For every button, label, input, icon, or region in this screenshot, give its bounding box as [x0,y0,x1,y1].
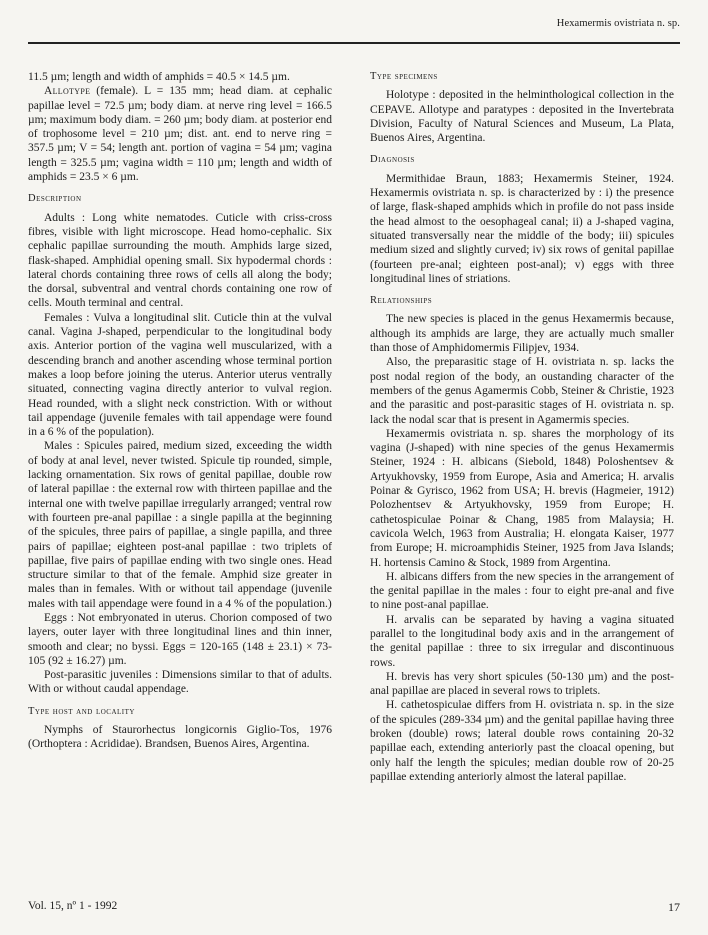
allotype-paragraph [28,84,332,184]
measurements-continued: 11.5 µm; length and width of amphids = 40.5 × 14.5 µm. [28,71,290,83]
relationships-paragraph-3: Hexamermis ovistriata n. sp. shares the morphology of its vagina (J-shaped) with nine species of the genus Hexamermis Steiner, 1924 : H. albicans (Siebold, 1848) Poloshentsev & Artyukhovsky, 1959 from Europe, Asia and America; H. arvalis Poinar & Gyrisco, 1962 from USA; H. brevis (Hagmeier, 1912) Polozhentsev & Artyukhovsky, 1959 from Europe; H. cathetospiculae Poinar & Chang, 1985 from Malaysia; H. cavicola Welch, 1963 from Australia; H. elongata Kaiser, 1977 from Europe; H. microamphidis Steiner, 1925 from Java Islands; H. hortensis Camino & Stock, 1989 from Argentina. [370,427,674,569]
relationships-paragraph-1: The new species is placed in the genus Hexamermis because, although its amphids are large, they are actually much smaller than those of Amphidomermis Filipjev, 1934. [370,313,674,355]
relationships-paragraph-7: H. cathetospiculae differs from H. ovistriata n. sp. in the size of the spicules (289-334 µm) and the genital papillae having three broken (double) rows; lateral double rows containing 20-32 papillae each, extending anteriorly past the cloacal opening, but only half the length the spicules; median double row of 20-25 papillae extending anteriorly almost the lateral papillae. [370,699,674,783]
adults-paragraph: Adults : Long white nematodes. Cuticle with criss-cross fibres, visible with light microscope. Head homo-cephalic. Six cephalic papillae surrounding the mouth. Amphids large sized, flask-shaped. Amphidial opening small. Six hypodermal chords : lateral chords containing three rows of cells all along the body; the dorsal, subventral and ventral chords containing one row of cells. Mouth terminal and central. [28,211,332,310]
heading-type-specimens: Type specimens [370,71,438,82]
diagnosis-paragraph: Mermithidae Braun, 1883; Hexamermis Steiner, 1924. Hexamermis ovistriata n. sp. is characterized by : i) the presence of large, flask-shaped amphids which in profile do not pass inside the head almost to the oesophageal canal; ii) a J-shaped vagina, situated transversally near the middle of the body; iii) spicules medium sized and slightly curved; iv) six rows of genital papillae (fourteen pre-anal; eighteen post-anal); v) eggs with three longitudinal lines of striations. [370,172,674,285]
females-paragraph: Females : Vulva a longitudinal slit. Cuticle thin at the vulval canal. Vagina J-shaped, perpendicular to the longitudinal body axis. Anterior portion of the vagina well muscularized, with a descending branch and another ascending whose terminal portion makes a loop before joining the uterus. Anterior uterus ventrally situated, connecting vagina directly anterior to vulval region. Head rounded, with a slight neck constriction. With or without tail appendage (juvenile females with tail appendage were found in a 6 % of the population). [28,311,332,439]
left-column [28,70,332,752]
relationships-paragraph-6: H. brevis has very short spicules (50-130 µm) and the post-anal papillae are placed in several rows to triplets. [370,670,674,698]
type-host-paragraph: Nymphs of Staurorhectus longicornis Giglio-Tos, 1976 (Orthoptera : Acrididae). Brandsen, Buenos Aires, Argentina. [28,724,332,751]
page-number: 17 [668,900,680,914]
heading-description: Description [28,193,82,205]
relationships-paragraph-5: H. arvalis can be separated by having a vagina situated parallel to the longitudinal body axis and in the arrangement of the genital papillae : three to six irregular and discontinuous rows. [370,613,674,669]
heading-diagnosis: Diagnosis [370,154,415,166]
right-column [370,70,674,784]
running-head: Hexamermis ovistriata n. sp. [556,18,680,29]
eggs-paragraph: Eggs : Not embryonated in uterus. Chorion composed of two layers, outer layer with three longitudinal lines and thin inner, smooth and clear; no byssi. Eggs = 120-165 (148 ± 23.1) × 73-105 (92 ± 16.27) µm. [28,611,332,667]
heading-relationships: Relationships [370,295,433,307]
type-specimens-paragraph: Holotype : deposited in the helminthological collection in the CEPAVE. Allotype and paratypes : deposited in the Invertebrata Division, Faculty of Natural Sciences and Museum, La Plata, Buenos Aires, Argentina. [370,89,674,145]
relationships-paragraph-2: Also, the preparasitic stage of H. ovistriata n. sp. lacks the post nodal region of the body, an oustanding character of the members of the genus Agamermis Cobb, Steiner & Christie, 1923 and the parasitic and post-parasitic stages of H. ovistriata n. sp. lack the nodal scar that is present in Agamermis species. [370,356,674,426]
males-paragraph: Males : Spicules paired, medium sized, exceeding the width of body at anal level, never twisted. Spicule tip rounded, simple, lacking ornamentation. Six rows of genital papillae, double row of lateral papillae : the external row with thirteen papillae and the internal one with twelve papillae irregularly arranged; ventral row with fourteen pre-anal papillae : a single papilla at the beginning of the spicules, three pairs of papillae, a single papilla, and three pairs of papillae; eighteen post-anal papillae : two triplets of papillae, five pairs of papillae ending with two single ones. Head structure similar to that of the female. Amphid size greater in males than in females. With or without tail appendage (juvenile males with tail appendage were found in a 4 % of the population.) [28,440,332,610]
allotype-label: Allotype [44,85,91,98]
allotype-text: (female). L = 135 mm; head diam. at cephalic papillae level = 72.5 µm; body diam. at nerve ring level = 166.5 µm; maximum body diam. = 260 µm; body diam. at posterior end of trophosome level = 210 µm; dist. ant. end to nerve ring = 357.5 µm; V = 54; length ant. portion of vagina = 54 µm; vagina length = 325.5 µm; vagina width = 110 µm; length and width of amphids = 23.5 × 6 µm. [28,85,332,184]
heading-type-host: Type host and locality [28,705,135,717]
header-rule [28,42,680,44]
footer-volume: Vol. 15, nº 1 - 1992 [28,900,118,912]
relationships-paragraph-4: H. albicans differs from the new species in the arrangement of the genital papillae in the males : four to eight pre-anal and five to nine post-anal papillae. [370,570,674,612]
postparasitic-paragraph: Post-parasitic juveniles : Dimensions similar to that of adults. With or without caudal appendage. [28,669,332,696]
